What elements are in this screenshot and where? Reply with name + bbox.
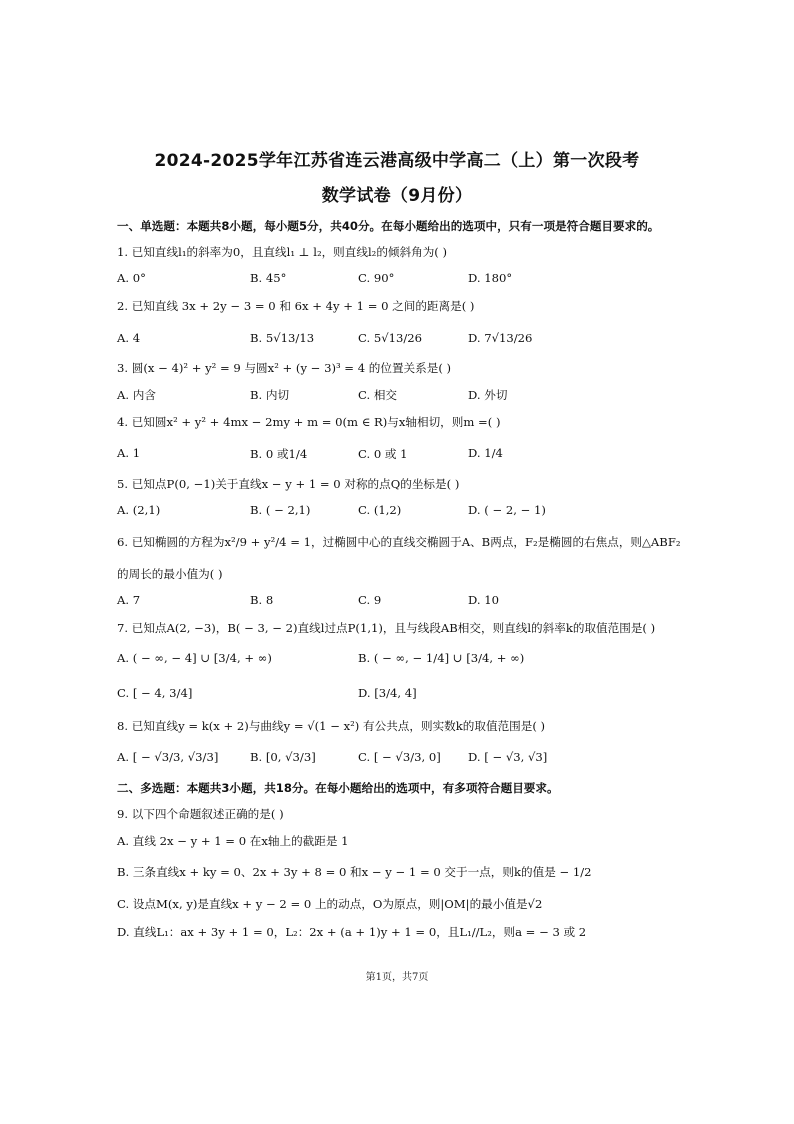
question-3-stem: 3. 圆(x − 4)² + y² = 9 与圆x² + (y − 3)³ = 4 的位置关系是( ): [117, 361, 452, 375]
question-5-option-b: B. ( − 2,1): [250, 503, 311, 517]
question-7-option-a: A. ( − ∞, − 4] ∪ [3/4, + ∞): [117, 651, 272, 665]
question-6-option-a: A. 7: [117, 593, 141, 607]
question-3-option-c: C. 相交: [358, 388, 398, 402]
question-2-option-a: A. 4: [117, 331, 141, 345]
question-5-stem: 5. 已知点P(0, −1)关于直线x − y + 1 = 0 对称的点Q的坐标是( ): [117, 477, 460, 491]
question-1-option-d: D. 180°: [468, 271, 513, 285]
exam-subtitle: 数学试卷（9月份）: [321, 186, 473, 206]
question-9-option-a: A. 直线 2x − y + 1 = 0 在x轴上的截距是 1: [117, 834, 349, 848]
question-6-option-c: C. 9: [358, 593, 382, 607]
question-4-option-d: D. 1/4: [468, 446, 503, 460]
question-6-option-b: B. 8: [250, 593, 274, 607]
question-8-option-b: B. [0, √3/3]: [250, 750, 316, 764]
question-6-stem-continued: 的周长的最小值为( ): [117, 567, 223, 581]
question-9-option-b: B. 三条直线x + ky = 0、2x + 3y + 8 = 0 和x − y − 1 = 0 交于一点，则k的值是 − 1/2: [117, 865, 592, 879]
question-9-option-c: C. 设点M(x, y)是直线x + y − 2 = 0 上的动点，O为原点，则|OM|的最小值是√2: [117, 897, 543, 911]
question-4-stem: 4. 已知圆x² + y² + 4mx − 2my + m = 0(m ∈ R)与x轴相切，则m =( ): [117, 415, 501, 429]
question-9-stem: 9. 以下四个命题叙述正确的是( ): [117, 807, 284, 821]
question-5-option-a: A. (2,1): [117, 503, 161, 517]
section-multiple-choice: 二、多选题：本题共3小题，共18分。在每小题给出的选项中，有多项符合题目要求。: [117, 781, 559, 795]
question-7-stem: 7. 已知点A(2, −3)，B( − 3, − 2)直线l过点P(1,1)，且与线段AB相交，则直线l的斜率k的取值范围是( ): [117, 621, 656, 635]
question-5-option-d: D. ( − 2, − 1): [468, 503, 546, 517]
question-4-option-c: C. 0 或 1: [358, 447, 408, 461]
question-1-option-c: C. 90°: [358, 271, 395, 285]
question-6-stem: 6. 已知椭圆的方程为x²/9 + y²/4 = 1，过椭圆中心的直线交椭圆于A、B两点，F₂是椭圆的右焦点，则△ABF₂: [117, 535, 681, 549]
question-8-option-d: D. [ − √3, √3]: [468, 750, 548, 764]
question-9-option-d: D. 直线L₁：ax + 3y + 1 = 0，L₂：2x + (a + 1)y + 1 = 0，且L₁//L₂，则a = − 3 或 2: [117, 925, 587, 939]
question-6-option-d: D. 10: [468, 593, 500, 607]
question-7-option-d: D. [3/4, 4]: [358, 686, 417, 700]
question-3-option-a: A. 内含: [117, 388, 156, 402]
question-3-option-b: B. 内切: [250, 388, 290, 402]
section-single-choice: 一、单选题：本题共8小题，每小题5分，共40分。在每小题给出的选项中，只有一项是符合题目要求的。: [117, 219, 660, 233]
question-8-option-a: A. [ − √3/3, √3/3]: [117, 750, 219, 764]
question-8-option-c: C. [ − √3/3, 0]: [358, 750, 441, 764]
question-7-option-c: C. [ − 4, 3/4]: [117, 686, 193, 700]
question-4-option-a: A. 1: [117, 446, 141, 460]
question-1-option-a: A. 0°: [117, 271, 146, 285]
question-5-option-c: C. (1,2): [358, 503, 402, 517]
question-2-option-c: C. 5√13/26: [358, 331, 423, 345]
question-2-option-b: B. 5√13/13: [250, 331, 315, 345]
question-8-stem: 8. 已知直线y = k(x + 2)与曲线y = √(1 − x²) 有公共点，则实数k的取值范围是( ): [117, 719, 546, 733]
exam-title: 2024-2025学年江苏省连云港高级中学高二（上）第一次段考: [154, 151, 640, 171]
question-4-option-b: B. 0 或1/4: [250, 447, 308, 461]
page-footer: 第1页，共7页: [365, 972, 429, 983]
question-1-option-b: B. 45°: [250, 271, 287, 285]
question-7-option-b: B. ( − ∞, − 1/4] ∪ [3/4, + ∞): [358, 651, 525, 665]
question-2-stem: 2. 已知直线 3x + 2y − 3 = 0 和 6x + 4y + 1 = 0 之间的距离是( ): [117, 299, 475, 313]
question-2-option-d: D. 7√13/26: [468, 331, 533, 345]
question-1-stem: 1. 已知直线l₁的斜率为0，且直线l₁ ⊥ l₂，则直线l₂的倾斜角为( ): [117, 245, 448, 259]
question-3-option-d: D. 外切: [468, 388, 508, 402]
